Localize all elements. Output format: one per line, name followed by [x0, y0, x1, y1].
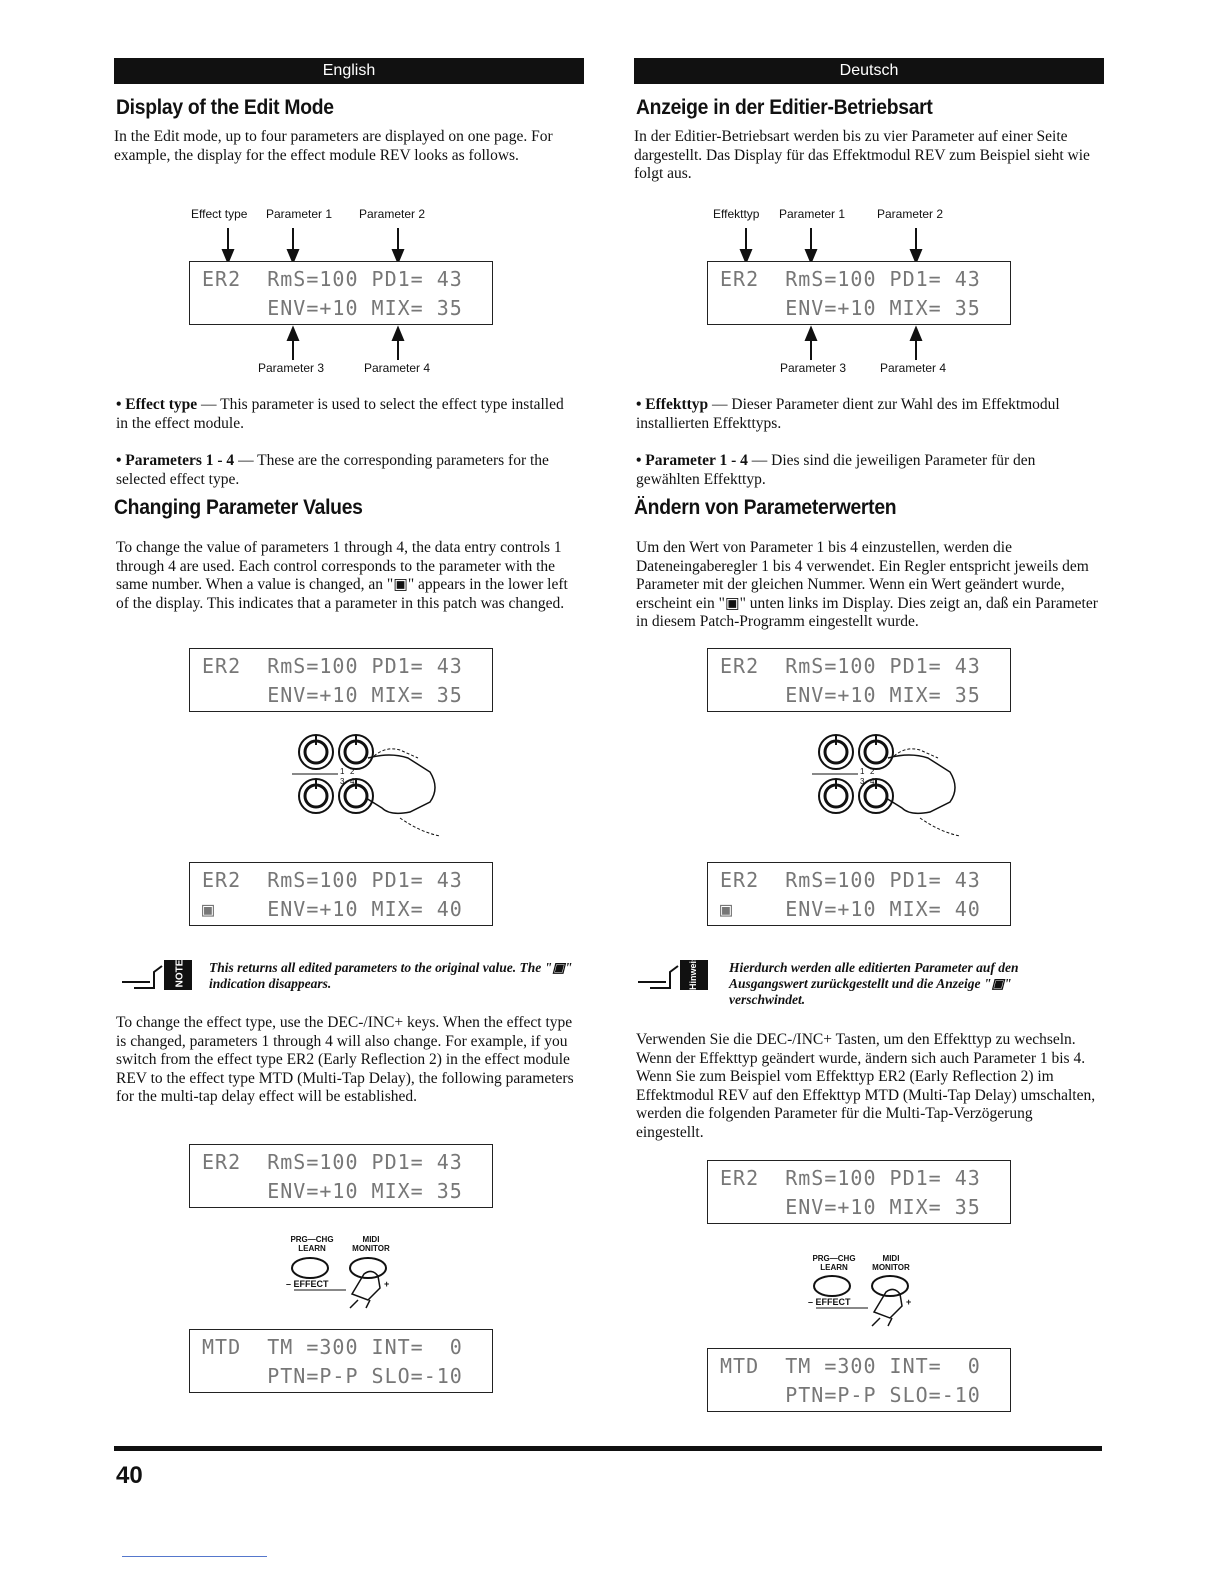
paragraph-changing: To change the value of parameters 1 through 4, the data entry controls 1 through 4 are used. Each control corresponds to the parameter with the same number. When a value is changed, an "▣" appears in the lower left of the display. This indicates that a parameter in this patch was changed.: [116, 539, 568, 612]
label-parameter-4: Parameter 4: [880, 361, 947, 375]
note-tag: NOTE: [174, 959, 186, 988]
data-entry-knobs-illustration: [810, 728, 970, 838]
lcd-display-mtd: MTD TM =300 INT= 0 PTN=P-P SLO=-10: [707, 1348, 1011, 1412]
section-heading: Anzeige in der Editier-Betriebsart: [636, 96, 933, 119]
lcd-display-mtd: MTD TM =300 INT= 0 PTN=P-P SLO=-10: [189, 1329, 493, 1393]
section-heading: Display of the Edit Mode: [116, 96, 334, 119]
paragraph-effect-type-change: To change the effect type, use the DEC-/INC+ keys. When the effect type is changed, parameters 1 through 4 will also change. For example, if you switch from the effect type ER2 (Early Reflection 2) in the effect module REV to the effect type MTD (Multi-Tap Delay), the following parameters for the multi-tap delay effect will be established.: [116, 1014, 574, 1105]
knob-label-1: 1: [860, 767, 865, 776]
label-effect-type: Effekttyp: [713, 207, 760, 221]
paragraph: In the Edit mode, up to four parameters are displayed on one page. For example, the display for the effect module REV looks as follows.: [114, 128, 553, 164]
paragraph: In der Editier-Betriebsart werden bis zu vier Parameter auf einer Seite dargestellt. Das Display für das Effektmodul REV zum Beispiel sieht wie folgt aus.: [634, 128, 1090, 182]
key-label-prg-chg-learn: PRG—CHG LEARN: [812, 1254, 856, 1272]
bullet-effect-type: • Effekttyp — Dieser Parameter dient zur Wahl des im Effektmodul installierten Effekttyps.: [636, 396, 1060, 432]
label-parameter-3: Parameter 3: [780, 361, 847, 375]
knob-label-4: 4: [870, 777, 875, 786]
lcd-display-er2: ER2 RmS=100 PD1= 43 ENV=+10 MIX= 35: [707, 261, 1011, 325]
bullet-effect-type: • Effect type — This parameter is used to select the effect type installed in the effect module.: [116, 396, 564, 432]
label-parameter-3: Parameter 3: [258, 361, 325, 375]
footer-rule: [114, 1446, 1102, 1451]
language-header: English: [114, 58, 584, 84]
key-label-prg-chg-learn: PRG—CHG LEARN: [290, 1235, 334, 1253]
label-parameter-1: Parameter 1: [266, 207, 333, 221]
note-hand-icon: [636, 955, 714, 992]
bullet-parameters: • Parameters 1 - 4 — These are the corresponding parameters for the selected effect type.: [116, 452, 549, 488]
note-text: Hierdurch werden alle editierten Parameter auf den Ausgangswert zurückgestellt und die Anzeige "▣" verschwindet.: [729, 960, 1019, 1007]
section-heading-changing: Changing Parameter Values: [114, 496, 363, 519]
language-header: Deutsch: [634, 58, 1104, 84]
page-number: 40: [116, 1462, 143, 1489]
lcd-display-er2-before-switch: ER2 RmS=100 PD1= 43 ENV=+10 MIX= 35: [707, 1160, 1011, 1224]
data-entry-knobs-illustration: [290, 728, 450, 838]
knob-label-4: 4: [350, 777, 355, 786]
key-label-midi-monitor: MIDI MONITOR: [872, 1254, 910, 1272]
label-parameter-2: Parameter 2: [877, 207, 944, 221]
english-column: [114, 58, 584, 165]
note-tag: Hinweis: [688, 955, 699, 991]
label-parameter-1: Parameter 1: [779, 207, 846, 221]
paragraph-effect-type-change: Verwenden Sie die DEC-/INC+ Tasten, um den Effekttyp zu wechseln. Wenn der Effekttyp geändert wurde, ändern sich auch Parameter 1 bis 4. Wenn Sie zum Beispiel vom Effekttyp ER2 (Early Reflection 2) im Effektmodul REV auf den Effekttyp MTD (Multi-Tap Delay) umschalten, werden die folgenden Parameter für die Multi-Tap-Verzögerung eingestellt.: [636, 1031, 1096, 1141]
effect-key-label: – EFFECT: [286, 1279, 329, 1289]
knob-label-1: 1: [340, 767, 345, 776]
lcd-display-er2-edited: ER2 RmS=100 PD1= 43 ▣ ENV=+10 MIX= 40: [189, 862, 493, 926]
inc-key-label: +: [906, 1297, 912, 1307]
paragraph-changing: Um den Wert von Parameter 1 bis 4 einzustellen, werden die Dateneingaberegler 1 bis 4 verwendet. Ein Regler entspricht jeweils dem Parameter mit der gleichen Nummer. Wenn ein Wert geändert wurde, erscheint ein "▣" unten links im Display. Dies zeigt an, daß ein Parameter in diesem Patch-Programm eingestellt wurde.: [636, 539, 1098, 630]
inc-key: [350, 1258, 386, 1278]
lcd-display-er2-before: ER2 RmS=100 PD1= 43 ENV=+10 MIX= 35: [189, 648, 493, 712]
german-column: [634, 58, 1104, 184]
knob-label-2: 2: [870, 767, 875, 776]
section-heading-changing: Ändern von Parameterwerten: [634, 496, 897, 519]
knob-label-3: 3: [340, 777, 345, 786]
bullet-parameters: • Parameter 1 - 4 — Dies sind die jeweiligen Parameter für den gewählten Effekttyp.: [636, 452, 1036, 488]
label-parameter-4: Parameter 4: [364, 361, 431, 375]
note-text: This returns all edited parameters to the original value. The "▣" indication disappears.: [209, 960, 573, 991]
knob-label-3: 3: [860, 777, 865, 786]
knob-label-2: 2: [350, 767, 355, 776]
key-label-midi-monitor: MIDI MONITOR: [352, 1235, 390, 1253]
note-hand-icon: [120, 958, 198, 992]
dec-key: [292, 1258, 328, 1278]
lcd-display-er2: ER2 RmS=100 PD1= 43 ENV=+10 MIX= 35: [189, 261, 493, 325]
lcd-display-er2-before: ER2 RmS=100 PD1= 43 ENV=+10 MIX= 35: [707, 648, 1011, 712]
label-parameter-2: Parameter 2: [359, 207, 426, 221]
inc-key-label: +: [384, 1279, 390, 1289]
label-effect-type: Effect type: [191, 207, 248, 221]
lcd-display-er2-edited: ER2 RmS=100 PD1= 43 ▣ ENV=+10 MIX= 40: [707, 862, 1011, 926]
effect-key-label: – EFFECT: [808, 1297, 851, 1307]
lcd-display-er2-before-switch: ER2 RmS=100 PD1= 43 ENV=+10 MIX= 35: [189, 1144, 493, 1208]
footer-link-underline: [122, 1556, 267, 1557]
